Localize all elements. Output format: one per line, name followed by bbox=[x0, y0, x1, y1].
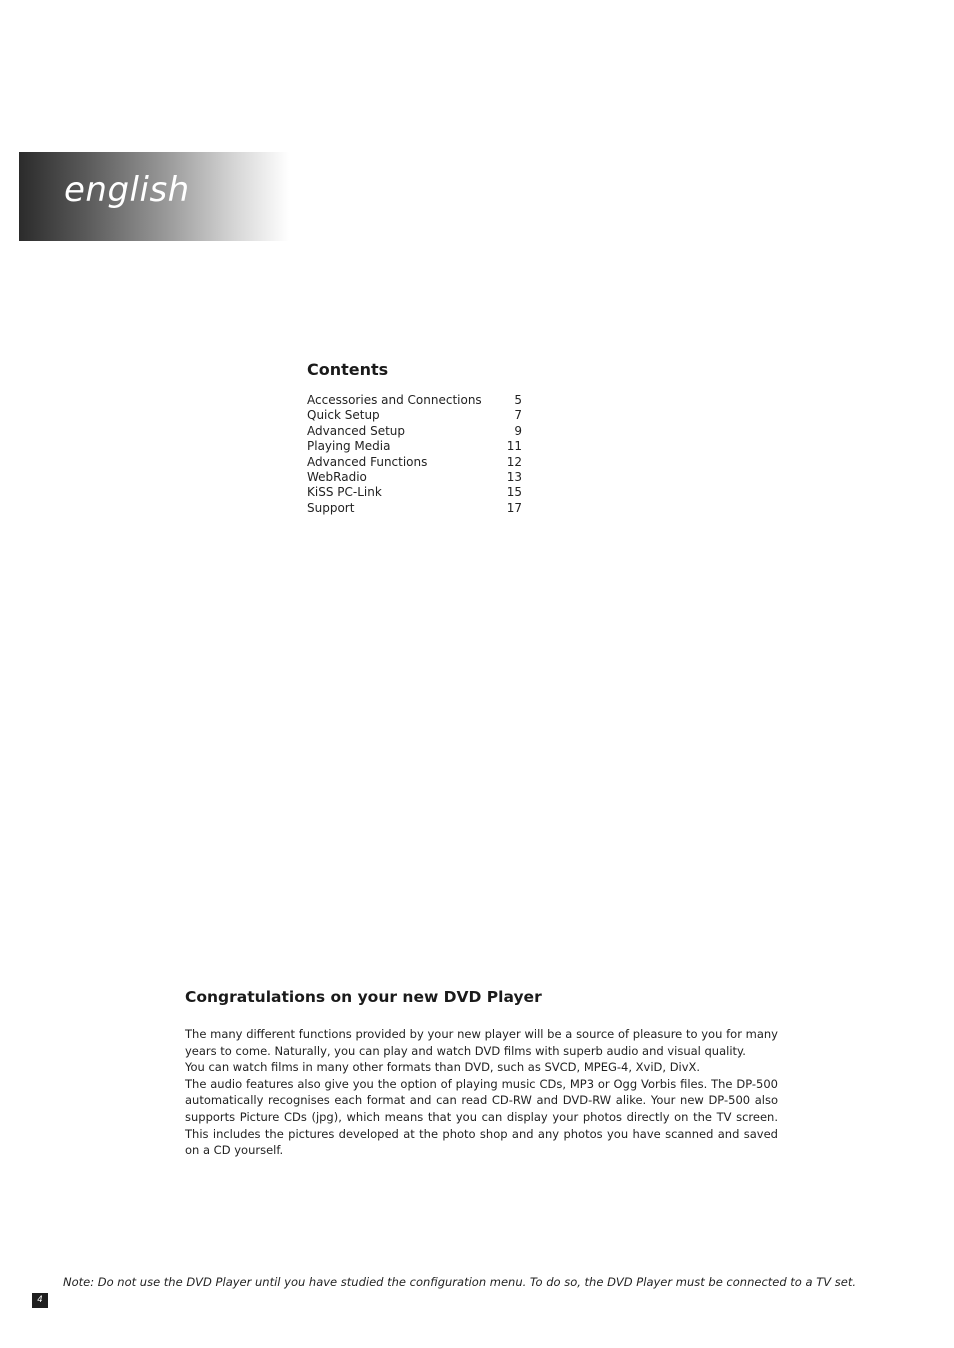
toc-entry-page: 17 bbox=[506, 500, 522, 515]
toc-entry-page: 12 bbox=[506, 454, 522, 469]
toc-entry bbox=[307, 485, 522, 500]
toc-entry-page: 5 bbox=[514, 393, 522, 407]
toc-entry-label: KiSS PC-Link bbox=[307, 485, 382, 500]
toc-entry-label: Support bbox=[307, 500, 355, 515]
toc-entry bbox=[307, 501, 522, 516]
introduction-paragraph: The many different functions provided by your new player will be a source of pleasure to you for many years to come. Naturally, you can play and watch DVD films with superb audio and visual quality. bbox=[185, 1027, 778, 1058]
toc-entry-label: Advanced Functions bbox=[307, 454, 428, 469]
toc-entry bbox=[307, 393, 522, 408]
toc-entry-page: 15 bbox=[506, 485, 522, 500]
language-banner bbox=[19, 152, 289, 241]
toc-entry-label: Quick Setup bbox=[307, 408, 380, 423]
toc-entry bbox=[307, 424, 522, 439]
language-label: english bbox=[64, 170, 190, 210]
introduction-paragraph: The audio features also give you the option of playing music CDs, MP3 or Ogg Vorbis files. The DP-500 automatically recognises each format and can read CD-RW and DVD-RW alike. Your new DP-500 also supports Picture CDs (jpg), which means that you can display your photos directly on the TV screen. This includes the pictures developed at the photo shop and any photos you have scanned and saved on a CD yourself. bbox=[185, 1076, 778, 1158]
toc-entry bbox=[307, 470, 522, 485]
toc-entry-label: Accessories and Connections bbox=[307, 393, 482, 407]
toc-entry-label: Advanced Setup bbox=[307, 423, 406, 438]
page-number: 4 bbox=[32, 1293, 48, 1308]
toc-entry-label: Playing Media bbox=[307, 439, 391, 454]
introduction-section bbox=[185, 988, 778, 1159]
table-of-contents bbox=[307, 360, 522, 516]
contents-title: Contents bbox=[307, 360, 389, 379]
toc-entry-page: 11 bbox=[506, 439, 522, 454]
toc-entry-page: 9 bbox=[514, 423, 522, 438]
footer-note: Note: Do not use the DVD Player until you have studied the configuration menu. To do so, the DVD Player must be connected to a TV set. bbox=[63, 1275, 856, 1289]
toc-entry bbox=[307, 408, 522, 423]
toc-entry-label: WebRadio bbox=[307, 470, 367, 485]
toc-entry bbox=[307, 455, 522, 470]
introduction-paragraph: You can watch films in many other formats than DVD, such as SVCD, MPEG-4, XviD, DivX. bbox=[185, 1060, 701, 1075]
toc-entry-page: 7 bbox=[514, 408, 522, 423]
introduction-title: Congratulations on your new DVD Player bbox=[185, 988, 542, 1006]
toc-entry-page: 13 bbox=[506, 470, 522, 485]
toc-entry bbox=[307, 439, 522, 454]
